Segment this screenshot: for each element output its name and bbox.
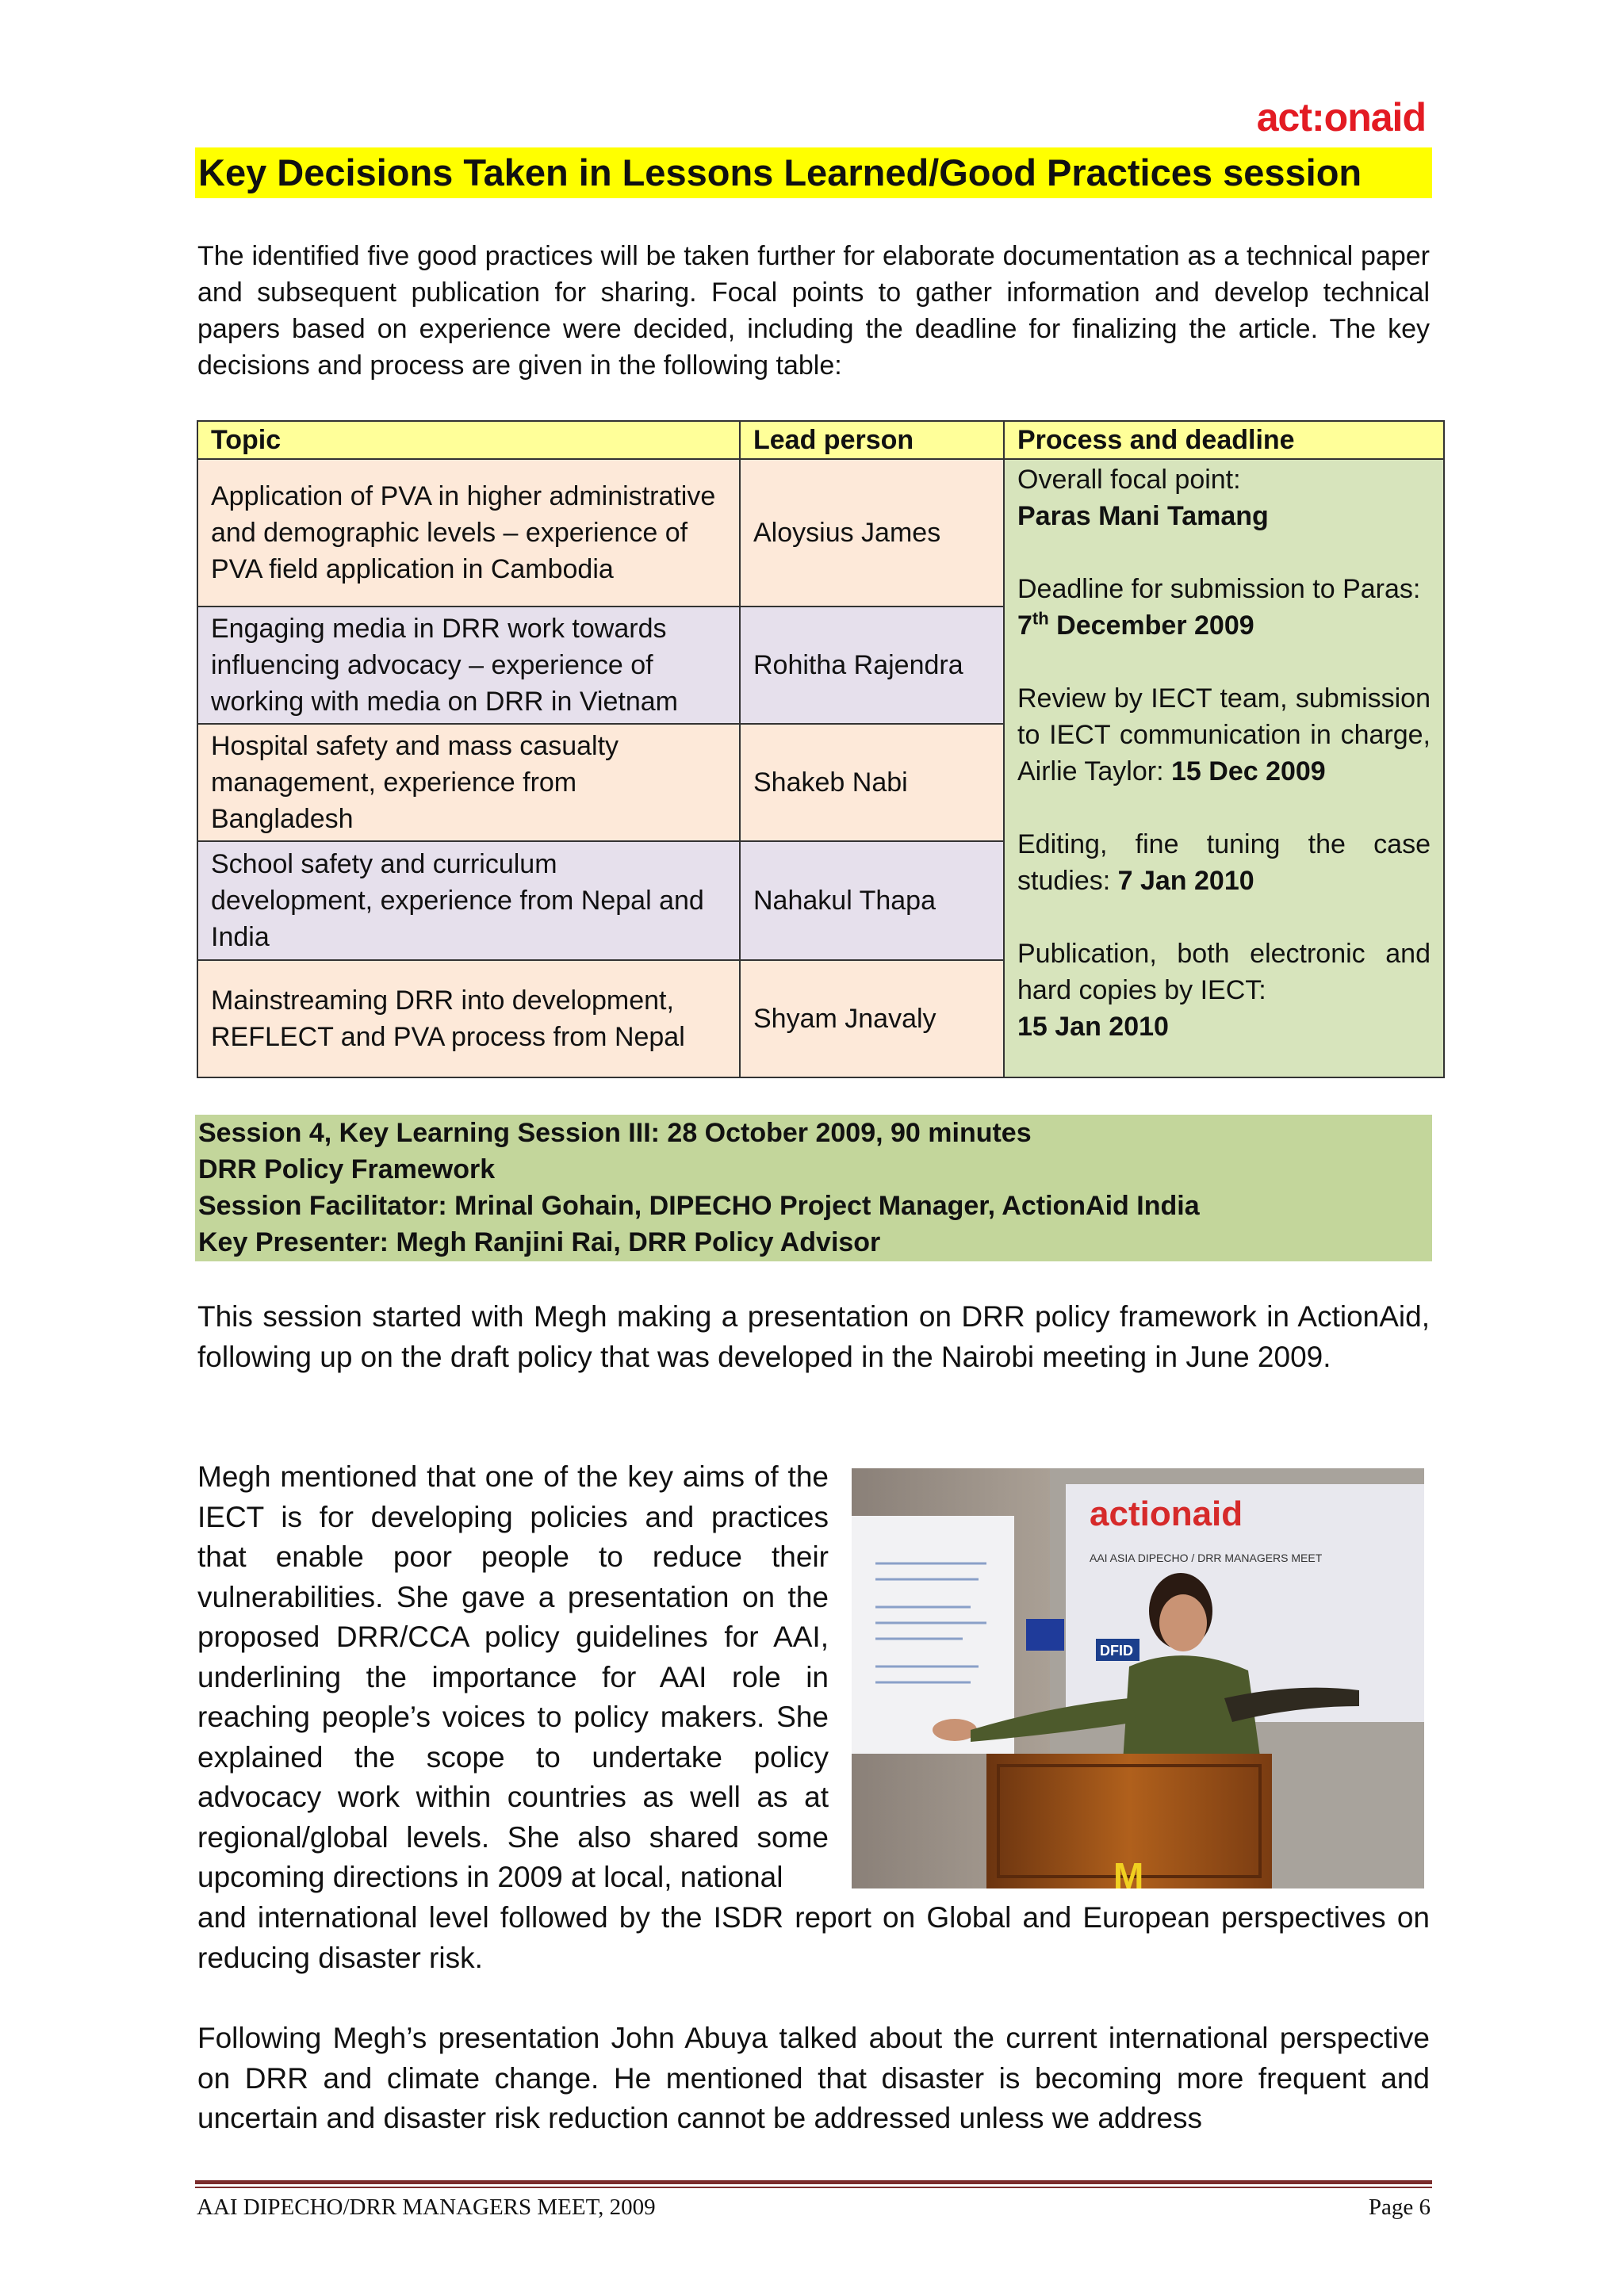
- intro-paragraph: The identified five good practices will be taken further for elaborate documentation as a technical paper and subsequent publication for sharing. Focal points to gather information and develop technical papers based on experience were decided, including the deadline for finalizing the article. The key decisions and process are given in the following table:: [197, 241, 1430, 381]
- actionaid-logo: act:onaid: [1256, 95, 1426, 140]
- process-deadline-cell: [1004, 459, 1444, 1077]
- topic-cell: School safety and curriculum development, experience from Nepal and India: [197, 841, 740, 960]
- topic-cell: Application of PVA in higher administrative and demographic levels – experience of PVA field application in Cambodia: [197, 459, 740, 607]
- paragraph-megh-wrapped: Megh mentioned that one of the key aims of the IECT is for developing policies and practices that enable poor people to reduce their vulnerabilities. She gave a presentation on the proposed DRR/CCA policy guidelines for AAI, underlining the importance for AAI role in reaching people’s voices to policy makers. She explained the scope to undertake policy advocacy work within countries as well as at regional/global levels. She also shared some upcoming directions in 2009 at local, national: [197, 1460, 829, 1893]
- paragraph-john-abuya: Following Megh’s presentation John Abuya talked about the current international perspective on DRR and climate change. He mentioned that disaster is becoming more frequent and uncertain and disaster risk reduction cannot be addressed unless we address: [197, 2022, 1430, 2134]
- footer-title: AAI DIPECHO/DRR MANAGERS MEET, 2009: [197, 2195, 656, 2220]
- footer-rule-thick: [195, 2180, 1432, 2184]
- header-process-deadline: Process and deadline: [1004, 421, 1444, 459]
- lead-cell: Aloysius James: [740, 459, 1004, 607]
- photo-podium-letter: M: [1113, 1855, 1144, 1888]
- topic-cell: Hospital safety and mass casualty management, experience from Bangladesh: [197, 724, 740, 841]
- publication-step: Publication, both electronic and hard copies by IECT:: [1017, 939, 1431, 1005]
- session-topic: DRR Policy Framework: [198, 1154, 496, 1184]
- review-step: Review by IECT team, submission to IECT communication in charge, Airlie Taylor: 15 Dec 2009: [1017, 683, 1431, 786]
- focal-name: Paras Mani Tamang: [1017, 501, 1269, 531]
- session-facilitator: Session Facilitator: Mrinal Gohain, DIPECHO Project Manager, ActionAid India: [198, 1191, 1200, 1221]
- paragraph-megh-continued: and international level followed by the ISDR report on Global and European perspectives on reducing disaster risk.: [197, 1901, 1430, 1974]
- photo-dfid-text: DFID: [1100, 1643, 1133, 1659]
- table-header-row: [197, 421, 1444, 459]
- photo-banner-brand: actionaid: [1090, 1494, 1243, 1533]
- deadline-label: Deadline for submission to Paras:: [1017, 574, 1421, 604]
- lead-cell: Nahakul Thapa: [740, 841, 1004, 960]
- lead-cell: Rohitha Rajendra: [740, 607, 1004, 724]
- section-heading: Key Decisions Taken in Lessons Learned/Good Practices session: [195, 147, 1432, 198]
- header-lead-person: Lead person: [740, 421, 1004, 459]
- editing-step: Editing, fine tuning the case studies: 7 Jan 2010: [1017, 829, 1431, 896]
- session-info-box: [195, 1115, 1432, 1261]
- session-presenter: Key Presenter: Megh Ranjini Rai, DRR Policy Advisor: [198, 1227, 881, 1257]
- lead-cell: Shyam Jnavaly: [740, 960, 1004, 1077]
- paragraph-session-start: This session started with Megh making a presentation on DRR policy framework in ActionAid, following up on the draft policy that was developed in the Nairobi meeting in June 2009.: [197, 1300, 1430, 1373]
- publication-date: 15 Jan 2010: [1017, 1012, 1169, 1042]
- photo-banner-title: AAI ASIA DIPECHO / DRR MANAGERS MEET: [1090, 1552, 1323, 1564]
- key-decisions-table: [197, 420, 1445, 1078]
- session-title: Session 4, Key Learning Session III: 28 October 2009, 90 minutes: [198, 1118, 1032, 1148]
- focal-label: Overall focal point:: [1017, 465, 1241, 495]
- presenter-photo: [852, 1468, 1424, 1888]
- table-row: [197, 459, 1444, 607]
- lead-cell: Shakeb Nabi: [740, 724, 1004, 841]
- footer-rule-thin: [195, 2187, 1432, 2188]
- topic-cell: Mainstreaming DRR into development, REFLECT and PVA process from Nepal: [197, 960, 740, 1077]
- header-topic: Topic: [197, 421, 740, 459]
- page-number: Page 6: [1368, 2195, 1431, 2220]
- deadline-date: 7th December 2009: [1017, 608, 1254, 641]
- topic-cell: Engaging media in DRR work towards influencing advocacy – experience of working with media on DRR in Vietnam: [197, 607, 740, 724]
